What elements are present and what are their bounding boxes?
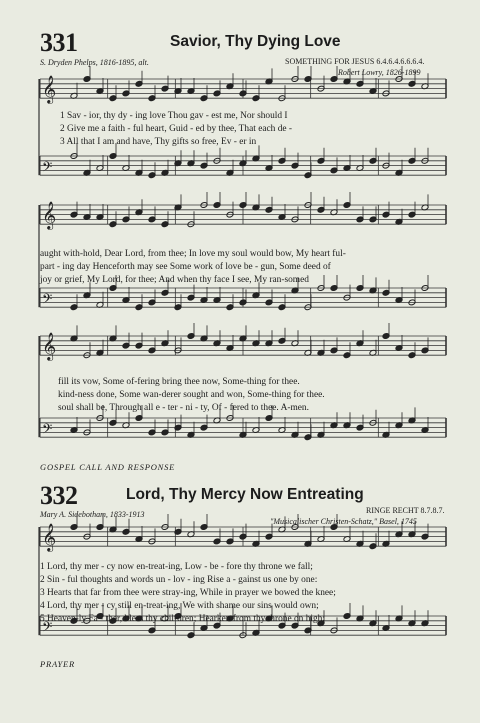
svg-text:𝄢: 𝄢 xyxy=(42,159,53,179)
lyrics-hymn-332 xyxy=(40,561,336,626)
section-caption: GOSPEL CALL AND RESPONSE xyxy=(40,462,176,472)
hymn-number: 331 xyxy=(40,28,78,57)
svg-text:𝄞: 𝄞 xyxy=(42,201,57,230)
lyric-line: part - ing day Henceforth may see Some work of love be - gun, Some deed of xyxy=(40,262,331,272)
author-credit: S. Dryden Phelps, 1816-1895, alt. xyxy=(40,58,149,67)
svg-text:𝄢: 𝄢 xyxy=(42,421,53,441)
lyric-line: aught with-hold, Dear Lord, from thee; In love my soul would bow, My heart ful- xyxy=(40,249,346,259)
lyric-line: fill its vow, Some of-fering bring thee now, Some-thing for thee. xyxy=(58,377,300,387)
hymn-title: Savior, Thy Dying Love xyxy=(170,33,341,50)
lyric-line: 2 Sin - ful thoughts and words un - lov - ing Rise a - gainst us one by one: xyxy=(40,575,318,585)
hymn-number: 332 xyxy=(40,481,78,510)
composer-credit: Robert Lowry, 1826-1899 xyxy=(338,68,421,77)
lyric-line: kind-ness done, Some wan-derer sought and won, Some-thing for thee. xyxy=(58,390,325,400)
lyrics-system-1 xyxy=(60,110,292,149)
lyric-line: 1 Lord, thy mer - cy now en-treat-ing, Low - be - fore thy throne we fall; xyxy=(40,562,313,572)
lyrics-system-2 xyxy=(40,248,346,287)
tune-name: SOMETHING FOR JESUS 6.4.6.4.6.6.6.4. xyxy=(285,57,425,66)
svg-text:𝄢: 𝄢 xyxy=(42,291,53,311)
composer-credit: "Musicalischer Christen-Schatz," Basel, 1745 xyxy=(270,517,417,526)
svg-text:𝄢: 𝄢 xyxy=(42,619,53,639)
hymn-title: Lord, Thy Mercy Now Entreating xyxy=(126,486,364,503)
section-caption: PRAYER xyxy=(40,659,76,669)
svg-text:𝄞: 𝄞 xyxy=(42,523,57,552)
lyric-line: 1 Sav - ior, thy dy - ing love Thou gav - est me, Nor should I xyxy=(60,111,288,121)
lyric-line: joy or grief, My Lord, for thee; And when thy face I see, My ran-somed xyxy=(40,275,309,285)
lyric-line: 5 Heaven-ly Fa - ther, bless thy chil-dren; Hearken from thy throne on high; xyxy=(40,614,325,624)
lyrics-system-3 xyxy=(58,376,325,415)
lyric-line: 3 Hearts that far from thee were stray-ing, While in prayer we bowed the knee; xyxy=(40,588,336,598)
lyric-line: 3 All that I am and have, Thy gifts so free, Ev - er in xyxy=(60,137,257,147)
lyric-line: 2 Give me a faith - ful heart, Guid - ed by thee, That each de - xyxy=(60,124,293,134)
lyric-line: soul shall be, Through all e - ter - ni - ty, Of - fered to thee. A-men. xyxy=(58,403,309,413)
svg-text:𝄞: 𝄞 xyxy=(42,332,57,361)
svg-text:𝄞: 𝄞 xyxy=(42,75,57,104)
author-credit: Mary A. Sidebotham, 1833-1913 xyxy=(40,510,145,519)
lyric-line: 4 Lord, thy mer - cy still en-treat-ing, We with shame our sins would own; xyxy=(40,601,319,611)
tune-name: RINGE RECHT 8.7.8.7. xyxy=(366,506,445,515)
